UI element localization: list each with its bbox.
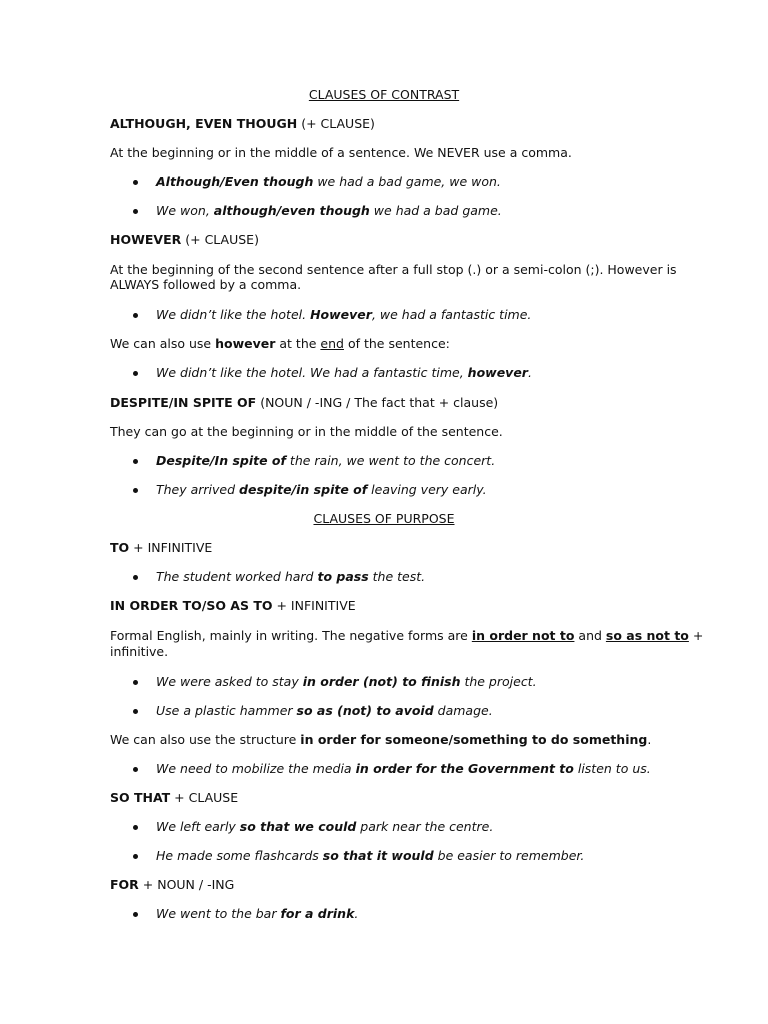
bullet-dot: [133, 680, 138, 685]
example-text: He made some flashcards: [156, 848, 323, 863]
example-text: the rain, we went to the concert.: [285, 453, 496, 468]
heading-although-keyword: ALTHOUGH, EVEN THOUGH: [110, 116, 298, 131]
example-text: We left early: [156, 819, 240, 834]
example-keyword: so that we could: [239, 819, 357, 834]
example-keyword: in order for the Government to: [355, 761, 574, 776]
heading-however: [110, 232, 668, 248]
note-keyword: in order not to: [471, 628, 575, 643]
bullet-dot: [133, 767, 138, 772]
example-so-that-1: [156, 819, 668, 835]
example-text: They arrived: [156, 482, 240, 497]
example-text: We didn’t like the hotel.: [156, 307, 311, 322]
example-keyword: Despite/In spite of: [156, 453, 286, 468]
note-keyword: so as not to: [605, 628, 689, 643]
example-although-1: [156, 174, 668, 190]
bullet-dot: [133, 313, 138, 318]
heading-to-keyword: TO: [110, 540, 130, 555]
example-text: We were asked to stay: [156, 674, 303, 689]
example-in-order-for: [156, 761, 668, 777]
section-title-contrast: CLAUSES OF CONTRAST: [308, 87, 460, 102]
bullet-dot: [133, 854, 138, 859]
note-text: We can also use: [110, 336, 216, 351]
example-text: We didn’t like the hotel. We had a fantastic time,: [156, 365, 468, 380]
heading-although-rule: (+ CLAUSE): [297, 116, 375, 131]
example-keyword: so as (not) to avoid: [296, 703, 434, 718]
bullet-dot: [133, 371, 138, 376]
heading-however-keyword: HOWEVER: [110, 232, 182, 247]
example-to-1: [156, 569, 668, 585]
bullet-dot: [133, 709, 138, 714]
example-so-that-2: [156, 848, 668, 864]
example-text: .: [354, 906, 359, 921]
example-text: Use a plastic hammer: [156, 703, 297, 718]
bullet-dot: [133, 488, 138, 493]
note-text: Formal English, mainly in writing. The negative forms are: [110, 628, 472, 643]
example-text: We went to the bar: [156, 906, 281, 921]
example-text: park near the centre.: [356, 819, 494, 834]
bullet-dot: [133, 575, 138, 580]
example-keyword: in order (not) to finish: [302, 674, 461, 689]
example-keyword: Although/Even though: [156, 174, 314, 189]
example-text: damage.: [433, 703, 493, 718]
note-despite: They can go at the beginning or in the middle of the sentence.: [110, 424, 503, 439]
example-keyword: for a drink: [280, 906, 355, 921]
bullet-dot: [133, 912, 138, 917]
example-text: We won,: [156, 203, 214, 218]
note-text: .: [647, 732, 652, 747]
example-text: the project.: [460, 674, 537, 689]
bullet-dot: [133, 209, 138, 214]
heading-for-keyword: FOR: [110, 877, 139, 892]
section-title-purpose: CLAUSES OF PURPOSE: [313, 511, 455, 526]
heading-so-that-keyword: SO THAT: [110, 790, 171, 805]
note-formal-line-2: infinitive.: [110, 644, 169, 659]
example-although-2: [156, 203, 668, 219]
bullet-dot: [133, 825, 138, 830]
example-keyword: so that it would: [322, 848, 434, 863]
example-text: , we had a fantastic time.: [371, 307, 532, 322]
heading-in-order-to: [110, 598, 668, 614]
example-keyword: despite/in spite of: [239, 482, 368, 497]
heading-although: [110, 116, 668, 132]
heading-to-rule: + INFINITIVE: [129, 540, 213, 555]
heading-so-that: [110, 790, 668, 806]
bullet-dot: [133, 180, 138, 185]
example-text: we had a bad game, we won.: [313, 174, 501, 189]
heading-however-rule: (+ CLAUSE): [181, 232, 259, 247]
bullet-dot: [133, 459, 138, 464]
example-keyword: However: [310, 307, 372, 322]
note-however-end: [110, 336, 668, 352]
example-keyword: however: [467, 365, 528, 380]
heading-for-rule: + NOUN / -ING: [138, 877, 235, 892]
example-keyword: although/even though: [213, 203, 370, 218]
example-despite-1: [156, 453, 668, 469]
example-keyword: to pass: [317, 569, 369, 584]
note-however-line-2: ALWAYS followed by a comma.: [110, 277, 302, 292]
example-text: the test.: [368, 569, 426, 584]
example-text: be easier to remember.: [433, 848, 585, 863]
example-text: leaving very early.: [367, 482, 487, 497]
example-text: We need to mobilize the media: [156, 761, 356, 776]
note-however-line-1: At the beginning of the second sentence after a full stop (.) or a semi-colon (;). However is: [110, 262, 677, 277]
example-however-1: [156, 307, 668, 323]
heading-for: [110, 877, 668, 893]
example-text: we had a bad game.: [369, 203, 502, 218]
example-text: listen to us.: [573, 761, 651, 776]
heading-despite: [110, 395, 668, 411]
example-in-order-to-1: [156, 674, 668, 690]
heading-so-that-rule: + CLAUSE: [170, 790, 239, 805]
example-despite-2: [156, 482, 668, 498]
example-text: .: [527, 365, 532, 380]
note-underlined-word: end: [320, 336, 344, 351]
note-keyword: however: [215, 336, 276, 351]
note-formal-line-1: [110, 628, 704, 644]
example-so-as-to-1: [156, 703, 668, 719]
note-although: At the beginning or in the middle of a sentence. We NEVER use a comma.: [110, 145, 572, 160]
example-for-1: [156, 906, 668, 922]
heading-despite-rule: (NOUN / -ING / The fact that + clause): [256, 395, 499, 410]
heading-to: [110, 540, 668, 556]
example-text: The student worked hard: [156, 569, 318, 584]
heading-in-order-to-keyword: IN ORDER TO/SO AS TO: [110, 598, 273, 613]
note-structure: [110, 732, 668, 748]
example-however-2: [156, 365, 668, 381]
note-keyword: in order for someone/something to do something: [300, 732, 648, 747]
note-text: +: [688, 628, 704, 643]
note-text: of the sentence:: [343, 336, 450, 351]
note-text: We can also use the structure: [110, 732, 301, 747]
note-text: at the: [275, 336, 321, 351]
heading-despite-keyword: DESPITE/IN SPITE OF: [110, 395, 257, 410]
heading-in-order-to-rule: + INFINITIVE: [272, 598, 356, 613]
note-text: and: [574, 628, 606, 643]
